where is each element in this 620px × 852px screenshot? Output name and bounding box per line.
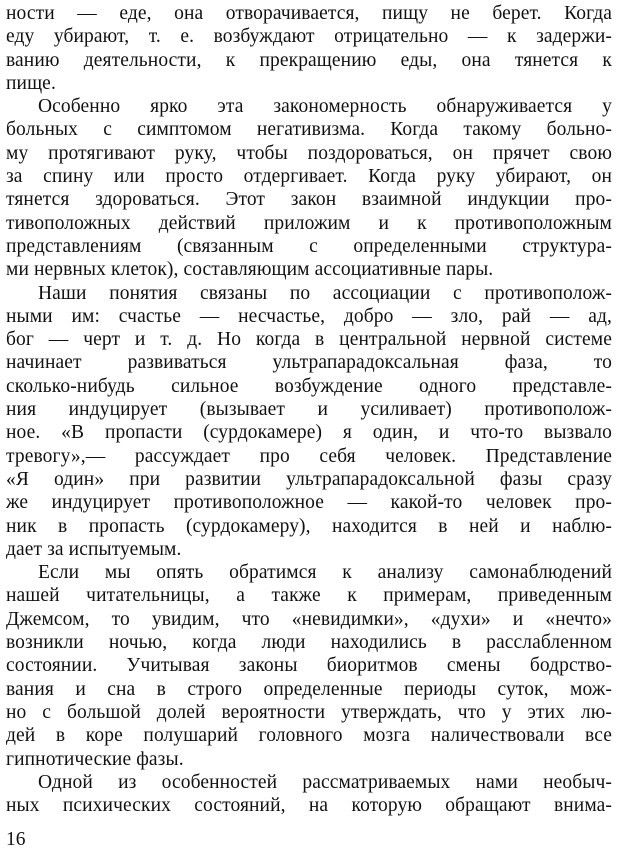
- paragraph-first-line: Наши понятия связаны по ассоциации с противополож-: [38, 282, 612, 304]
- text-line: «Я один» при развитии ультрапарадоксальной фазы сразу: [6, 468, 612, 490]
- page-number: 16: [6, 829, 26, 850]
- text-line: представлениям (связанным с определенными структура-: [6, 235, 612, 257]
- text-line: возникли ночью, когда люди находились в расслабленном: [6, 632, 612, 654]
- text-line: гипнотические фазы.: [6, 748, 184, 770]
- text-line: сколько-нибудь сильное возбуждение одного представле-: [6, 375, 612, 397]
- text-line: дает за испытуемым.: [6, 538, 182, 560]
- text-line: пище.: [6, 72, 56, 94]
- text-line: еду убирают, т. е. возбуждают отрицательно — к задержи-: [6, 26, 612, 48]
- text-line: ных психических состояний, на которую обращают внима-: [6, 795, 612, 817]
- paragraph-first-line: Особенно ярко эта закономерность обнаруживается у: [38, 96, 612, 118]
- text-line: же индуцирует противоположное — какой-то человек про-: [6, 492, 612, 514]
- paragraph-first-line: Если мы опять обратимся к анализу самонаблюдений: [38, 562, 612, 584]
- text-line: дей в коре полушарий головного мозга наличествовали все: [6, 725, 612, 747]
- text-line: начинает развиваться ультрапарадоксальная фаза, то: [6, 352, 612, 374]
- text-line: нашей читательницы, а также к примерам, приведенным: [6, 585, 612, 607]
- text-line: ванию деятельности, к прекращению еды, она тянется к: [6, 49, 612, 71]
- text-line: ми нервных клеток), составляющим ассоциативные пары.: [6, 259, 494, 281]
- text-line: бог — черт и т. д. Но когда в центральной нервной системе: [6, 329, 612, 351]
- text-line: ник в пропасть (сурдокамеру), находится в ней и наблю-: [6, 515, 612, 537]
- text-line: тревогу»,— рассуждает про себя человек. Представление: [6, 445, 612, 467]
- text-line: больных с симптомом негативизма. Когда такому больно-: [6, 119, 612, 141]
- paragraph-first-line: Одной из особенностей рассматриваемых нами необыч-: [38, 771, 612, 793]
- text-line: тивоположных действий приложим и к противоположным: [6, 212, 612, 234]
- text-line: Джемсом, то увидим, что «невидимки», «духи» и «нечто»: [6, 608, 612, 630]
- text-line: му протягивают руку, чтобы поздороваться, он прячет свою: [6, 142, 612, 164]
- text-line: ными им: счастье — несчастье, добро — зло, рай — ад,: [6, 305, 612, 327]
- text-line: состоянии. Учитывая законы биоритмов смены бодрство-: [6, 655, 612, 677]
- text-line: тянется здороваться. Этот закон взаимной индукции про-: [6, 189, 612, 211]
- text-line: за спину или просто отдергивает. Когда руку убирают, он: [6, 166, 612, 188]
- text-line: ное. «В пропасти (сурдокамере) я один, и что-то вызвало: [6, 422, 612, 444]
- text-line: ности — еде, она отворачивается, пищу не берет. Когда: [6, 3, 612, 24]
- text-line: но с большой долей вероятности утверждать, что у этих лю-: [6, 701, 612, 723]
- body-text: [6, 2, 612, 817]
- text-line: вания и сна в строго определенные периоды суток, мож-: [6, 678, 612, 700]
- text-line: ния индуцирует (вызывает и усиливает) противополож-: [6, 399, 612, 421]
